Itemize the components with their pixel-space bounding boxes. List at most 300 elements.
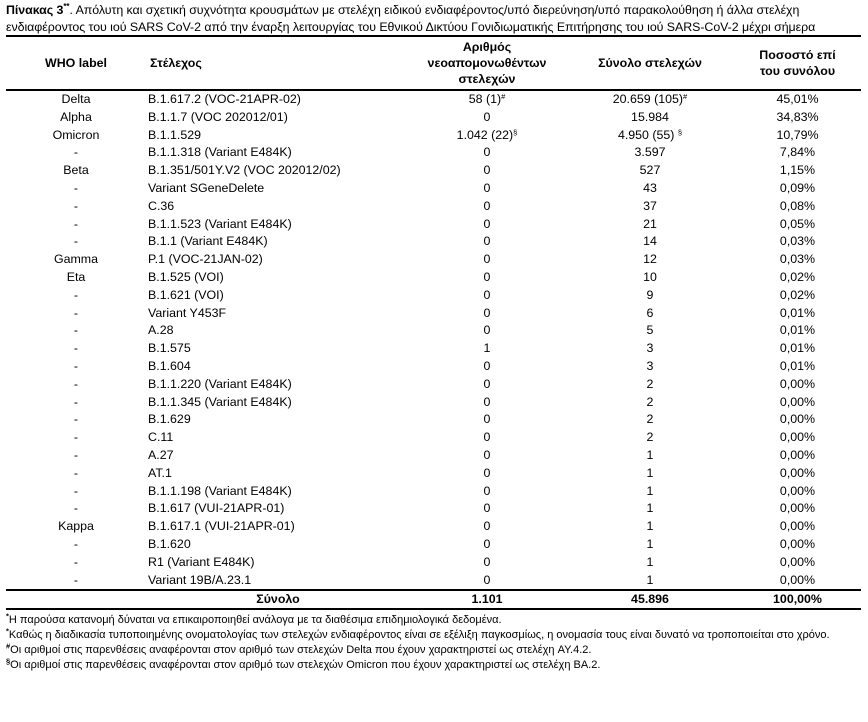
total-who-cell [6,590,146,609]
new-isolates-cell-text: 0 [483,305,491,320]
strain-cell-text: B.1.1.7 (VOC 202012/01) [148,109,288,124]
strain-cell [146,90,408,109]
header-new-line2: νεοαπομονωθέντων [427,56,547,70]
total-strains-cell-text: 20.659 (105) [612,92,684,106]
new-isolates-cell-text: 0 [483,501,491,516]
strain-cell-text: B.1.617.2 (VOC-21APR-02) [148,92,301,106]
total-strains-cell [566,127,734,145]
caption-text: . Απόλυτη και σχετική συχνότητα κρουσμάτων με στελέχη ειδικού ενδιαφέροντος/υπό διερεύνηση/υπό παρακολούθηση ή άλλα στελέχη ενδιαφέροντος του ιού SARS CoV-2 από την έναρξη λειτουργίας του Εθνικού Δικτύου Γονιδιωματικής Επιτήρησης του ιού SARS-CoV-2 μέχρι σήμερα [6,3,816,34]
strain-cell-text: B.1.1.318 (Variant E484K) [148,145,292,160]
header-total-strains: Σύνολο στελεχών [566,36,734,90]
percentage-cell-text: 0,00% [779,465,816,480]
total-strains-cell [566,198,734,216]
total-strains-cell [566,109,734,127]
caption-title: Πίνακας 3 [6,3,64,17]
total-strains-cell-text: 6 [646,305,654,320]
new-isolates-cell-text: 0 [483,358,491,373]
new-isolates-cell [408,572,566,591]
percentage-cell [734,518,861,536]
total-strains-cell-mark: # [683,92,688,101]
strain-cell [146,322,408,340]
footnote-text: Καθώς η διαδικασία τυποποιημένης ονοματολογίας των στελεχών ενδιαφέροντος είναι σε εξέλιξη παγκοσμίως, η ονομασία τους είναι δυνατό να τροποποιείται στο χρόνο. [8,629,830,642]
strain-cell-text: B.1.1.220 (Variant E484K) [148,376,292,391]
strain-cell [146,572,408,591]
percentage-cell-text: 0,00% [779,394,816,409]
new-isolates-cell-text: 0 [483,554,491,569]
total-strains-cell [566,233,734,251]
percentage-cell-text: 0,00% [779,501,816,516]
percentage-cell-text: 0,00% [779,412,816,427]
total-strains-cell [566,447,734,465]
total-label [146,590,408,609]
who-label-cell-text: - [73,447,79,462]
percentage-cell [734,162,861,180]
total-strains-cell [566,483,734,501]
who-label-cell-text: - [73,554,79,569]
strain-cell [146,198,408,216]
total-strains-cell [566,376,734,394]
strain-cell-text: B.1.1 (Variant E484K) [148,234,268,249]
table-row [6,465,861,483]
total-strains-cell [566,465,734,483]
total-strains-cell [566,518,734,536]
total-strains-cell-text: 1 [646,501,654,516]
footnote [6,643,862,658]
who-label-cell-text: - [73,430,79,445]
who-label-cell-text: - [73,412,79,427]
who-label-cell [6,162,146,180]
percentage-cell [734,180,861,198]
percentage-cell [734,109,861,127]
who-label-cell [6,518,146,536]
new-isolates-cell-text: 0 [483,287,491,302]
who-label-cell-text: - [73,501,79,516]
who-label-cell-text: - [73,465,79,480]
table-row [6,269,861,287]
strain-cell [146,340,408,358]
total-strains-cell-text: 1 [646,483,654,498]
who-label-cell [6,109,146,127]
total-strains-cell [566,90,734,109]
new-isolates-cell-text: 0 [483,252,491,267]
header-new-isolates [408,36,566,90]
new-isolates-cell [408,358,566,376]
new-isolates-cell [408,340,566,358]
table-row [6,287,861,305]
strain-cell-text: B.1.1.198 (Variant E484K) [148,483,292,498]
strain-cell [146,269,408,287]
who-label-cell [6,269,146,287]
table-row [6,500,861,518]
total-strains-cell [566,144,734,162]
who-label-cell [6,429,146,447]
table-row [6,340,861,358]
percentage-cell-text: 7,84% [779,145,816,160]
total-strains-cell-text: 12 [643,252,657,267]
who-label-cell-text: Beta [63,163,89,178]
table-header-row [6,36,861,90]
strains-table [6,35,861,610]
table-row [6,198,861,216]
who-label-cell [6,127,146,145]
percentage-cell [734,358,861,376]
percentage-cell-text: 0,00% [779,536,816,551]
footnote-text: Η παρούσα κατανομή δύναται να επικαιροποιηθεί ανάλογα με τα διαθέσιμα επιδημιολογικά δεδομένα. [8,614,502,627]
new-isolates-cell-text: 0 [483,536,491,551]
table-row [6,90,861,109]
who-label-cell [6,536,146,554]
percentage-cell [734,305,861,323]
total-strains-cell-text: 3 [646,358,654,373]
table-row [6,447,861,465]
percentage-cell [734,483,861,501]
new-isolates-cell [408,305,566,323]
strain-cell [146,394,408,412]
table-row [6,109,861,127]
strain-cell-text: B.1.1.345 (Variant E484K) [148,394,292,409]
new-isolates-cell-text: 0 [483,163,491,178]
who-label-cell [6,305,146,323]
new-isolates-cell [408,536,566,554]
table-row [6,411,861,429]
new-isolates-cell [408,322,566,340]
footnote-text: Οι αριθμοί στις παρενθέσεις αναφέρονται στον αριθμό των στελεχών Omicron που έχουν χαρακτηριστεί ως στελέχη BA.2. [10,659,601,672]
total-strains-cell-text: 1 [646,572,654,587]
strain-cell [146,109,408,127]
strain-cell [146,162,408,180]
who-label-cell [6,500,146,518]
who-label-cell-text: - [73,305,79,320]
percentage-cell-text: 10,79% [776,127,819,142]
percentage-cell-text: 45,01% [776,92,819,106]
new-isolates-cell [408,287,566,305]
strain-cell-text: Variant SGeneDelete [148,180,265,195]
header-pct-line1: Ποσοστό επί [759,48,836,62]
total-strains-cell-text: 1 [646,465,654,480]
percentage-cell [734,536,861,554]
who-label-cell-text: - [73,287,79,302]
table-row [6,127,861,145]
strain-cell-text: Variant Y453F [148,305,227,320]
table-row [6,376,861,394]
percentage-cell-text: 0,03% [779,252,816,267]
total-strains-cell [566,180,734,198]
who-label-cell-text: Omicron [52,127,100,142]
percentage-cell-text: 0,00% [779,376,816,391]
strain-cell [146,536,408,554]
table-footnotes [6,613,862,673]
table-body [6,90,861,590]
table-row [6,358,861,376]
percentage-cell-text: 34,83% [776,109,819,124]
percentage-cell [734,572,861,591]
header-percentage [734,36,861,90]
strain-cell-text: P.1 (VOC-21JAN-02) [148,252,263,267]
new-isolates-cell [408,90,566,109]
header-who-label: WHO label [6,36,146,90]
strain-cell-text: C.11 [148,430,174,445]
strain-cell-text: A.28 [148,323,174,338]
new-isolates-cell [408,411,566,429]
total-label-text: Σύνολο [256,592,300,607]
table-row [6,554,861,572]
percentage-cell-text: 1,15% [779,163,816,178]
who-label-cell [6,376,146,394]
who-label-cell-text: - [73,234,79,249]
total-strains-cell [566,554,734,572]
new-isolates-cell [408,180,566,198]
new-isolates-cell-text: 0 [483,216,491,231]
new-isolates-cell-text: 0 [483,430,491,445]
strain-cell-text: B.1.525 (VOI) [148,269,224,284]
who-label-cell-text: - [73,572,79,587]
who-label-cell [6,465,146,483]
percentage-cell [734,411,861,429]
percentage-cell [734,269,861,287]
who-label-cell [6,322,146,340]
total-strains-cell-text: 527 [639,163,661,178]
total-strains-cell-text: 5 [646,323,654,338]
strain-cell-text: AT.1 [148,465,172,480]
percentage-cell [734,198,861,216]
percentage-cell [734,251,861,269]
strain-cell [146,429,408,447]
total-strains-cell-text: 3 [646,341,654,356]
caption-title-marks: ** [63,1,70,11]
footnote-mark: # [6,641,11,651]
percentage-cell [734,90,861,109]
new-isolates-cell-text: 0 [483,412,491,427]
total-strains-cell-text: 4.950 (55) [617,127,678,142]
table-row [6,233,861,251]
total-strains-cell [566,394,734,412]
strain-cell-text: C.36 [148,198,175,213]
header-new-line3: στελεχών [458,72,516,86]
new-isolates-cell [408,465,566,483]
strain-cell [146,447,408,465]
table-row [6,536,861,554]
strain-cell [146,465,408,483]
total-strains-cell [566,358,734,376]
total-strains-cell [566,411,734,429]
strain-cell [146,251,408,269]
strain-cell-text: B.1.620 [148,536,191,551]
new-isolates-cell-text: 0 [483,269,491,284]
total-strains-cell-text: 9 [646,287,654,302]
new-isolates-cell-text: 0 [483,376,491,391]
strain-cell [146,127,408,145]
who-label-cell-text: - [73,216,79,231]
strain-cell-text: Variant 19B/A.23.1 [148,572,252,587]
table-row [6,180,861,198]
total-strains-cell [566,216,734,234]
percentage-cell [734,429,861,447]
new-isolates-cell-text: 58 (1) [468,92,502,106]
total-strains-cell [566,572,734,591]
table-row [6,251,861,269]
table-row [6,429,861,447]
total-total: 45.896 [566,590,734,609]
percentage-cell-text: 0,00% [779,572,816,587]
header-strain-text: Στέλεχος [150,56,202,70]
new-isolates-cell-text: 0 [483,572,491,587]
who-label-cell-text: - [73,145,79,160]
new-isolates-cell [408,483,566,501]
header-new-line1: Αριθμός [462,40,512,54]
percentage-cell [734,376,861,394]
new-isolates-cell [408,500,566,518]
strain-cell [146,483,408,501]
total-strains-cell-text: 2 [646,376,654,391]
total-strains-cell [566,500,734,518]
total-new: 1.101 [408,590,566,609]
total-strains-cell [566,251,734,269]
total-strains-cell [566,305,734,323]
percentage-cell-text: 0,01% [779,323,816,338]
strain-cell [146,554,408,572]
new-isolates-cell [408,162,566,180]
new-isolates-cell [408,251,566,269]
who-label-cell [6,251,146,269]
who-label-cell [6,411,146,429]
percentage-cell [734,447,861,465]
who-label-cell-text: - [73,358,79,373]
percentage-cell [734,287,861,305]
strain-cell-text: B.1.575 [148,341,191,356]
table-row [6,483,861,501]
new-isolates-cell-text: 0 [483,465,491,480]
who-label-cell-text: - [73,376,79,391]
percentage-cell [734,465,861,483]
table-row [6,144,861,162]
who-label-cell-text: - [73,341,79,356]
new-isolates-cell-text: 0 [483,180,491,195]
new-isolates-cell-text: 0 [483,519,491,534]
percentage-cell-text: 0,09% [779,180,816,195]
who-label-cell-text: Delta [61,92,91,106]
percentage-cell-text: 0,01% [779,358,816,373]
strain-cell [146,411,408,429]
new-isolates-cell [408,269,566,287]
new-isolates-cell-text: 0 [483,323,491,338]
strain-cell [146,358,408,376]
who-label-cell-text: Alpha [60,109,92,124]
new-isolates-cell-mark: # [501,92,506,101]
who-label-cell [6,233,146,251]
new-isolates-cell [408,554,566,572]
new-isolates-cell-text: 0 [483,394,491,409]
percentage-cell [734,554,861,572]
total-strains-cell-text: 43 [643,180,657,195]
table-row [6,394,861,412]
total-strains-cell [566,162,734,180]
who-label-cell-text: - [73,180,79,195]
strain-cell-text: B.1.351/501Y.V2 (VOC 202012/02) [148,163,341,178]
percentage-cell-text: 0,00% [779,430,816,445]
total-strains-cell [566,322,734,340]
percentage-cell [734,322,861,340]
new-isolates-cell [408,447,566,465]
new-isolates-cell [408,233,566,251]
who-label-cell [6,180,146,198]
percentage-cell-text: 0,02% [779,269,816,284]
percentage-cell [734,500,861,518]
footnote-mark: * [6,626,9,636]
total-strains-cell [566,269,734,287]
who-label-cell [6,198,146,216]
total-strains-cell [566,429,734,447]
strain-cell-text: B.1.617 (VUI-21APR-01) [148,501,285,516]
new-isolates-cell [408,144,566,162]
total-strains-cell-text: 3.597 [634,145,666,160]
percentage-cell-text: 0,01% [779,305,816,320]
percentage-cell [734,127,861,145]
new-isolates-cell-text: 0 [483,109,491,124]
new-isolates-cell [408,394,566,412]
new-isolates-cell-text: 0 [483,198,491,213]
table-caption [6,2,862,35]
who-label-cell [6,144,146,162]
total-strains-cell-mark: § [677,127,683,137]
percentage-cell-text: 0,05% [779,216,816,231]
strain-cell [146,144,408,162]
total-strains-cell-text: 2 [646,430,654,445]
total-strains-cell-text: 37 [643,198,657,213]
total-strains-cell-text: 10 [643,269,657,284]
total-strains-cell-text: 1 [646,519,654,534]
who-label-cell-text: - [73,394,79,409]
footnote-text: Οι αριθμοί στις παρενθέσεις αναφέρονται στον αριθμό των στελεχών Delta που έχουν χαρακτηριστεί ως στελέχη AY.4.2. [10,644,592,657]
strain-cell [146,376,408,394]
who-label-cell [6,90,146,109]
strain-cell [146,287,408,305]
footnote [6,613,862,628]
total-strains-cell-text: 2 [646,412,654,427]
strain-cell [146,180,408,198]
total-strains-cell-text: 2 [646,394,654,409]
percentage-cell [734,216,861,234]
percentage-cell [734,394,861,412]
who-label-cell-text: Kappa [58,519,94,534]
strain-cell [146,518,408,536]
new-isolates-cell [408,198,566,216]
who-label-cell-text: - [73,483,79,498]
table-row [6,305,861,323]
strain-cell [146,233,408,251]
who-label-cell [6,216,146,234]
percentage-cell-text: 0,00% [779,447,816,462]
new-isolates-cell-text: 1 [483,341,491,356]
strain-cell-text: B.1.604 [148,358,191,373]
strain-cell-text: B.1.621 (VOI) [148,287,224,302]
strain-cell-text: B.1.617.1 (VUI-21APR-01) [148,519,295,534]
who-label-cell [6,554,146,572]
who-label-cell-text: Gamma [53,252,99,267]
footnote-mark: * [6,611,9,621]
strain-cell-text: R1 (Variant E484K) [148,554,255,569]
percentage-cell [734,340,861,358]
who-label-cell-text: Eta [66,269,86,284]
total-pct: 100,00% [734,590,861,609]
percentage-cell [734,233,861,251]
new-isolates-cell-text: 1.042 (22) [456,127,514,142]
table-row [6,518,861,536]
strain-cell [146,216,408,234]
total-strains-cell-text: 1 [646,536,654,551]
new-isolates-cell-mark: § [513,127,518,137]
strain-cell-text: A.27 [148,447,174,462]
table-total-row [6,590,861,609]
